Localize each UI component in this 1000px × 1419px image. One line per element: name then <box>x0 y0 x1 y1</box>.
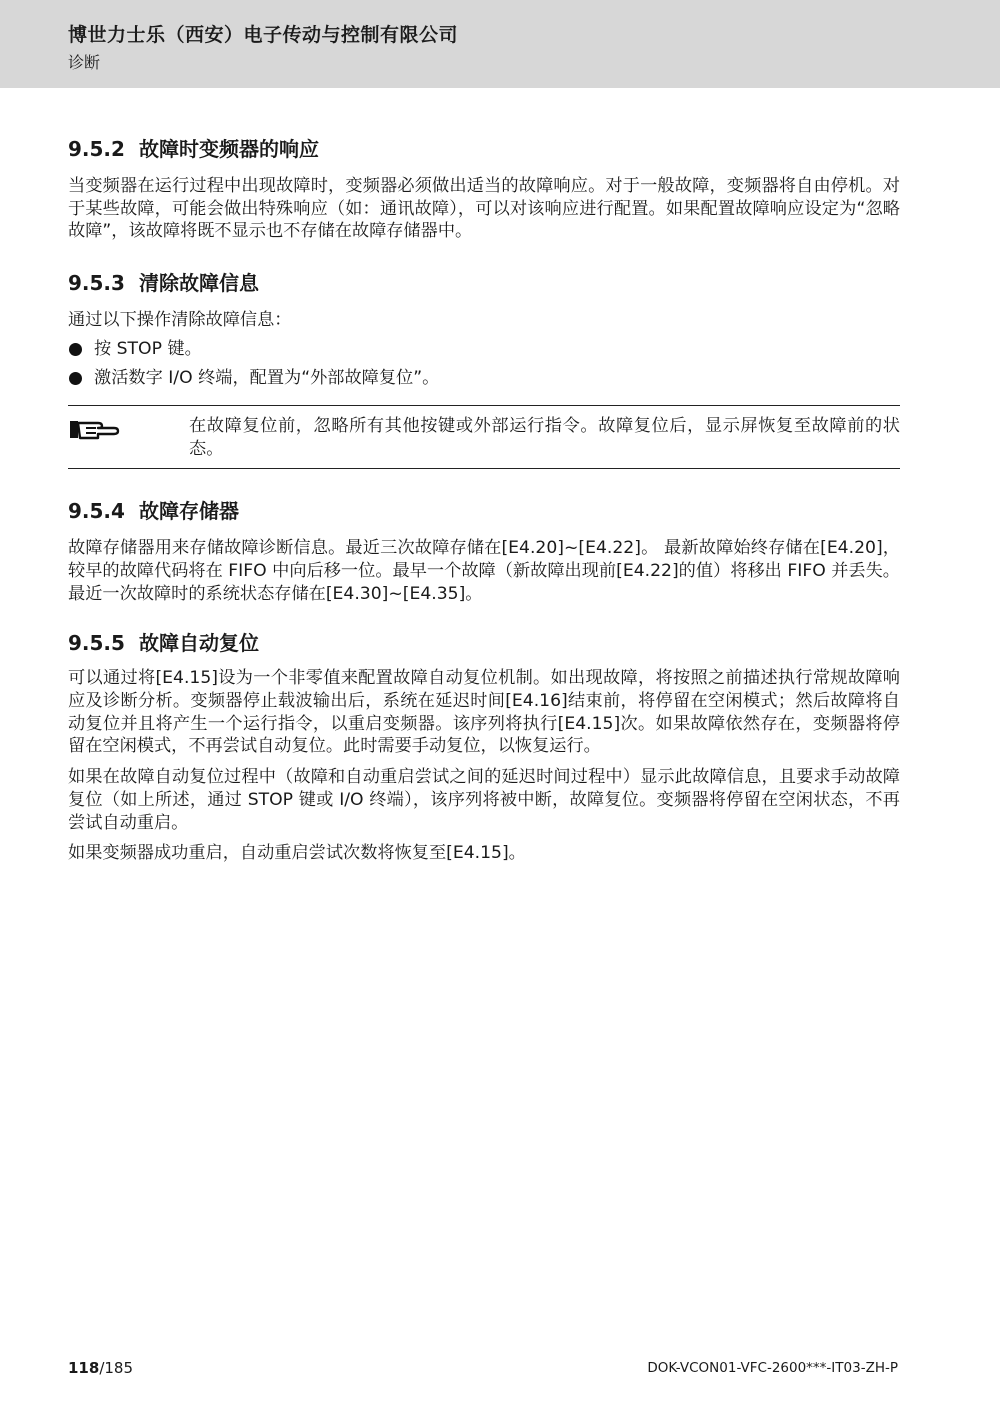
section-title: 故障存储器 <box>138 499 239 524</box>
paragraph: 故障存储器用来存储故障诊断信息。最近三次故障存储在[E4.20]~[E4.22]。 最新故障始终存储在[E4.20]，较早的故障代码将在 FIFO 中向后移一位。最早一个故障（新故障出现前[E4.22]的值）将移出 FIFO 并丢失。最近一次故障时的系统状态存储在[E4.30]~[E4.35]。 <box>68 538 900 604</box>
section-title: 故障时变频器的响应 <box>138 137 319 161</box>
page-number <box>68 1359 133 1377</box>
paragraph: 通过以下操作清除故障信息： <box>68 310 292 331</box>
note-text: 在故障复位前，忽略所有其他按键或外部运行指令。故障复位后，显示屏恢复至故障前的状态。 <box>189 415 900 459</box>
section-heading <box>68 271 900 295</box>
page-header <box>0 0 1000 88</box>
document-id: DOK-VCON01-VFC-2600***-IT03-ZH-P <box>647 1360 898 1376</box>
paragraph: 可以通过将[E4.15]设为一个非零值来配置故障自动复位机制。如出现故障，将按照之前描述执行常规故障响应及诊断分析。变频器停止载波输出后，系统在延迟时间[E4.16]结束前，将停留在空闲模式；然后故障将自动复位并且将产生一个运行指令，以重启变频器。该序列将执行[E4.15]次。如果故障依然存在，变频器将停留在空闲模式，不再尝试自动复位。此时需要手动复位，以恢复运行。 <box>68 668 900 757</box>
section-9-5-3 <box>68 271 900 469</box>
section-9-5-4 <box>68 499 900 605</box>
page-current: 118 <box>68 1359 100 1377</box>
section-heading <box>68 631 900 655</box>
section-heading <box>68 499 900 523</box>
list-item <box>68 338 900 360</box>
company-name: 博世力士乐（西安）电子传动与控制有限公司 <box>68 24 459 46</box>
list-item-text: 按 STOP 键。 <box>94 338 202 359</box>
section-9-5-2 <box>68 137 900 243</box>
note-box <box>68 405 900 469</box>
section-9-5-5 <box>68 631 900 865</box>
list-item-text: 激活数字 I/O 终端，配置为“外部故障复位”。 <box>94 367 440 388</box>
bullet-list <box>68 338 900 389</box>
page-total: /185 <box>99 1359 133 1377</box>
section-title: 清除故障信息 <box>138 271 259 296</box>
paragraph: 如果变频器成功重启，自动重启尝试次数将恢复至[E4.15]。 <box>68 843 526 864</box>
section-number: 9.5.3 <box>68 271 125 296</box>
paragraph: 当变频器在运行过程中出现故障时，变频器必须做出适当的故障响应。对于一般故障，变频器将自由停机。对于某些故障，可能会做出特殊响应（如：通讯故障），可以对该响应进行配置。如果配置故障响应设定为“忽略故障”，该故障将既不显示也不存储在故障存储器中。 <box>68 176 900 242</box>
section-number: 9.5.2 <box>68 137 125 161</box>
paragraph: 如果在故障自动复位过程中（故障和自动重启尝试之间的延迟时间过程中）显示此故障信息，且要求手动故障复位（如上所述，通过 STOP 键或 I/O 终端），该序列将被中断，故障复位。变频器将停留在空闲状态，不再尝试自动重启。 <box>68 767 900 833</box>
bullet-icon <box>69 343 82 356</box>
section-title: 故障自动复位 <box>138 631 259 656</box>
bullet-icon <box>69 372 82 385</box>
list-item <box>68 367 900 389</box>
pointing-hand-icon <box>68 416 120 442</box>
section-number: 9.5.5 <box>68 631 125 656</box>
section-heading <box>68 137 900 161</box>
chapter-title: 诊断 <box>68 53 101 72</box>
section-number: 9.5.4 <box>68 499 125 524</box>
main-content <box>68 128 900 865</box>
